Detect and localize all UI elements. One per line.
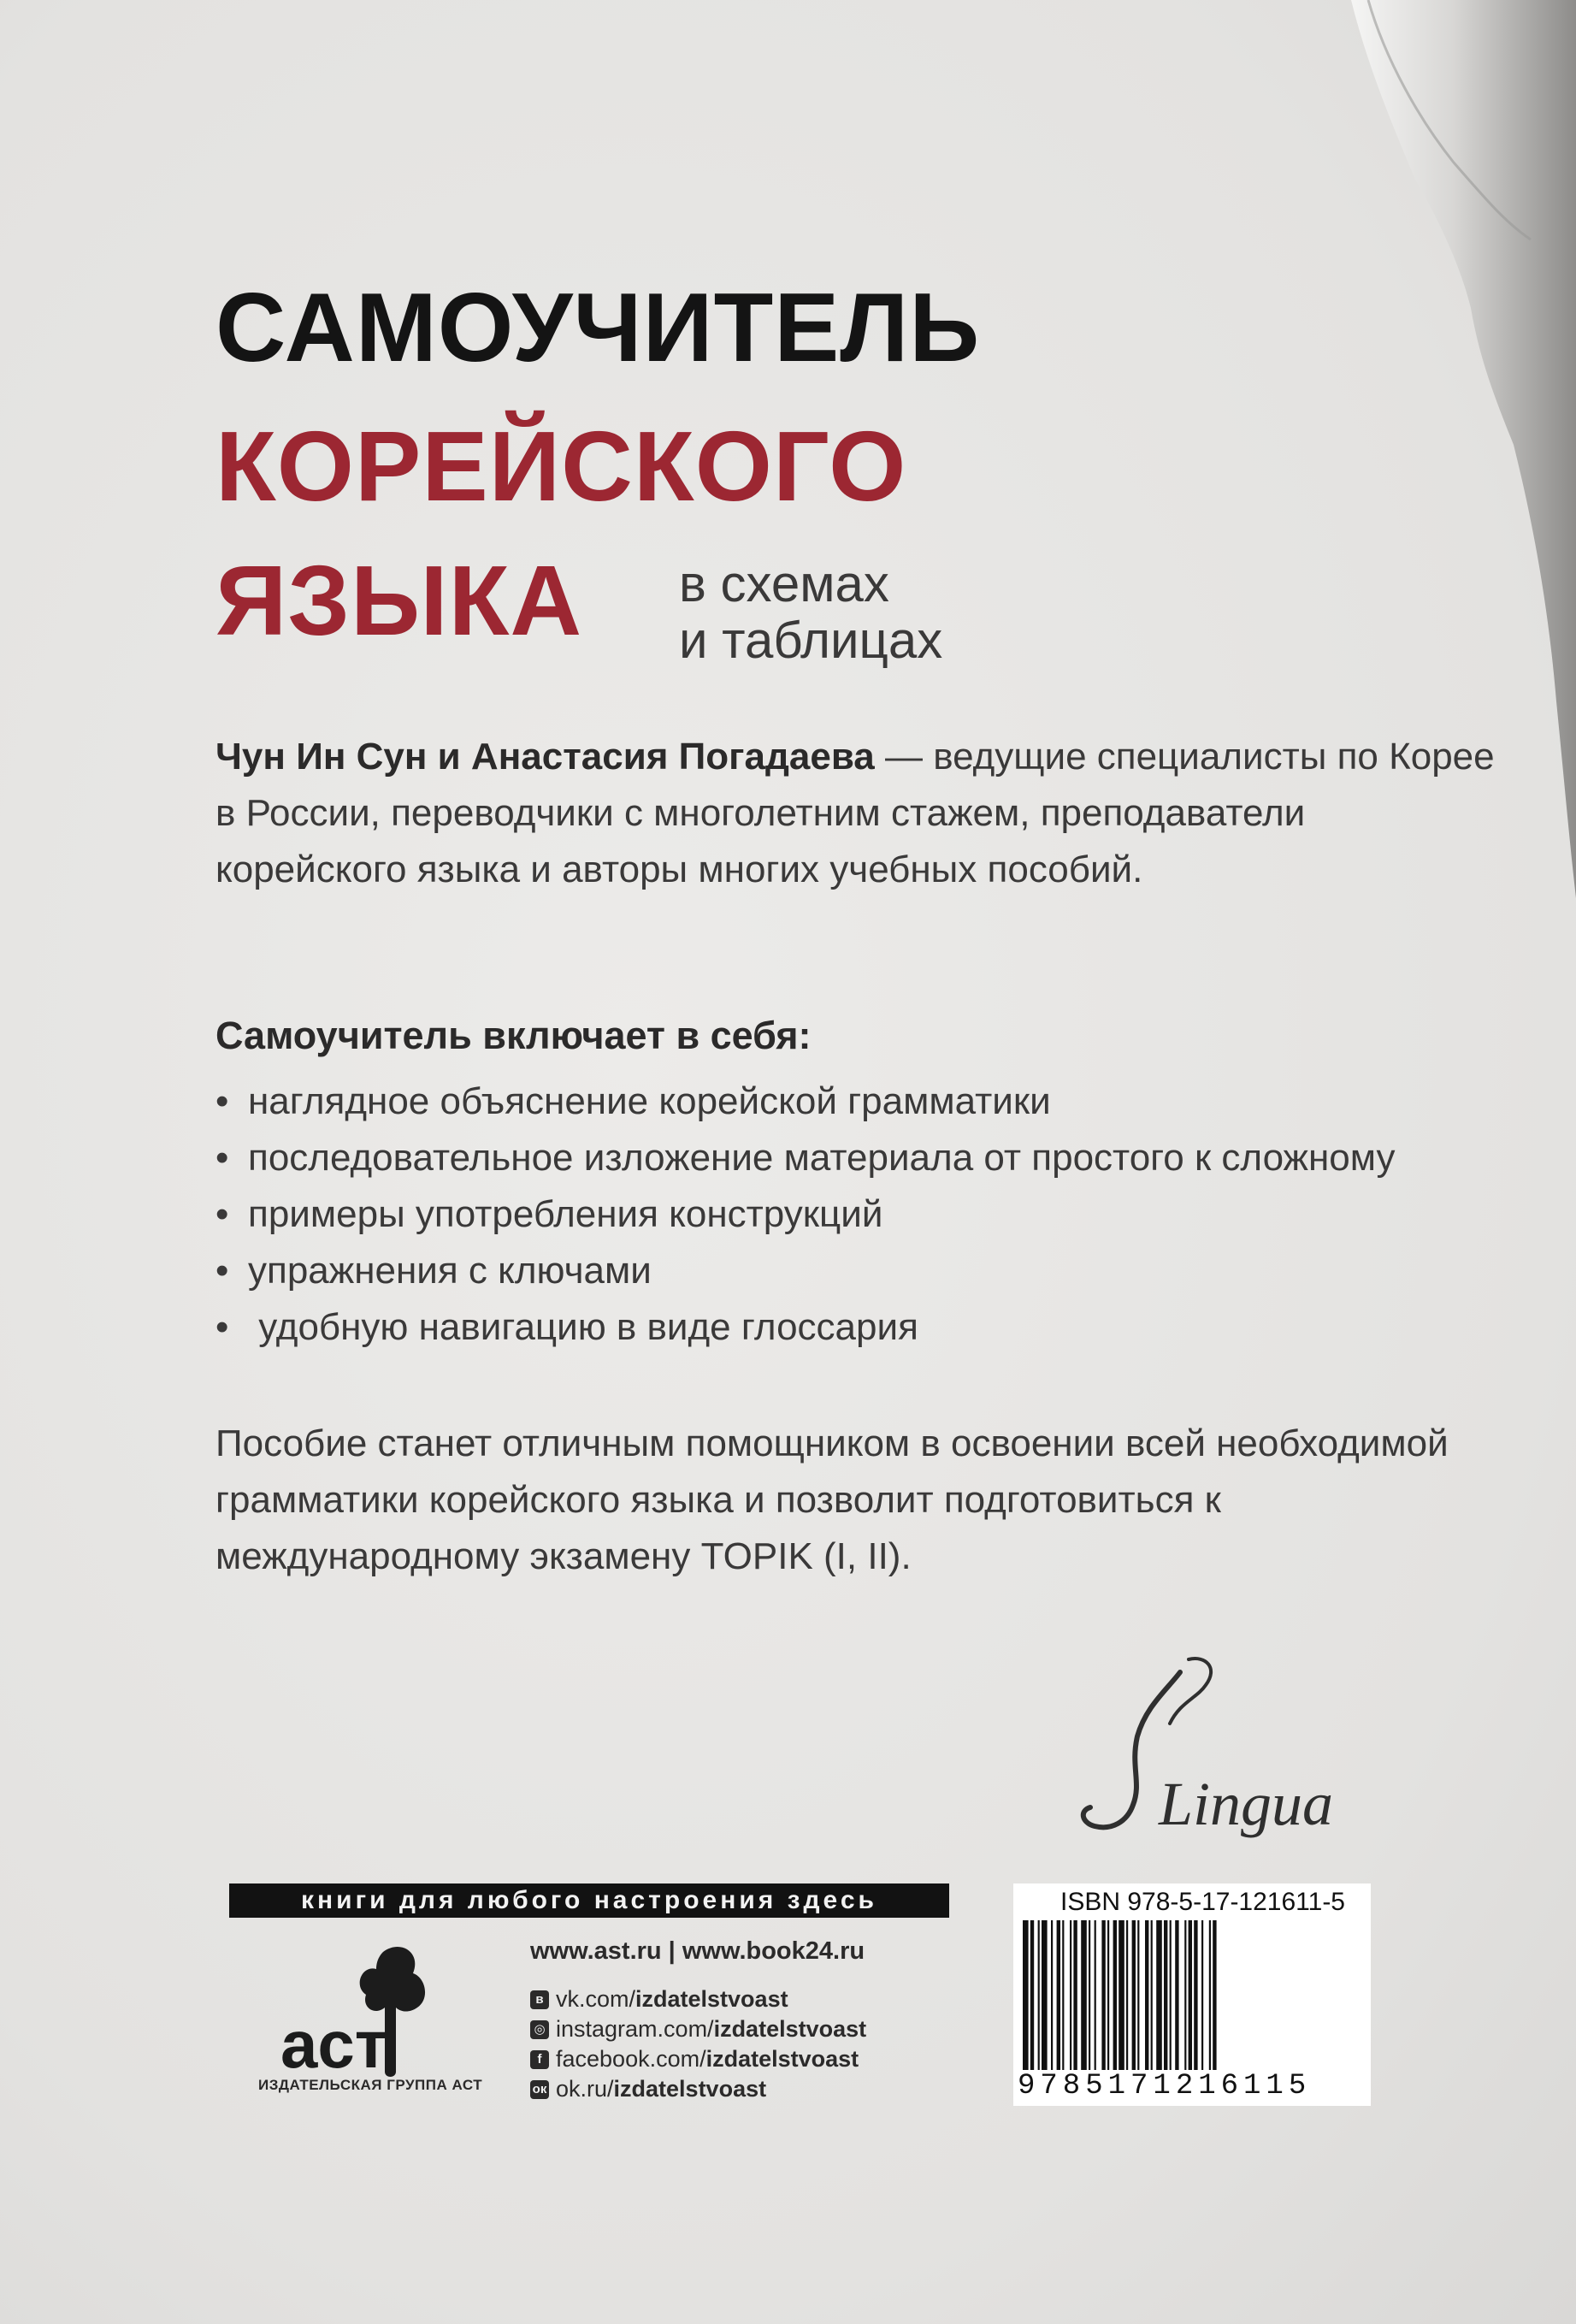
includes-heading: Самоучитель включает в себя:	[215, 1014, 812, 1057]
barcode-bar	[1062, 1920, 1064, 2070]
barcode-bar	[1073, 1920, 1077, 2070]
social-handle: izdatelstvoast	[613, 2076, 767, 2102]
ok-icon: ок	[530, 2080, 549, 2099]
list-item	[215, 1186, 1396, 1243]
barcode-bar	[1151, 1920, 1153, 2070]
subtitle-line-2: и таблицах	[679, 612, 943, 669]
barcode-bar	[1070, 1920, 1071, 2070]
list-item-text: удобную навигацию в виде глоссария	[248, 1306, 918, 1348]
list-item	[215, 1073, 1396, 1130]
bullet-icon: •	[215, 1193, 229, 1235]
publisher-websites[interactable]: www.ast.ru | www.book24.ru	[530, 1937, 865, 1965]
barcode-bar	[1184, 1920, 1186, 2070]
author-names: Чун Ин Сун и Анастасия Погадаева	[215, 736, 875, 778]
barcode-bar	[1089, 1920, 1090, 2070]
social-link-ok[interactable]	[530, 2074, 866, 2104]
social-prefix: instagram.com/	[556, 2016, 714, 2042]
barcode-bar	[1119, 1920, 1124, 2070]
social-link-facebook[interactable]	[530, 2044, 866, 2074]
barcode-bar	[1164, 1920, 1167, 2070]
barcode-bar	[1042, 1920, 1048, 2070]
barcode-bar	[1057, 1920, 1060, 2070]
includes-list	[215, 1073, 1396, 1356]
barcode-bar	[1194, 1920, 1197, 2070]
list-item-text: наглядное объяснение корейской грамматики	[248, 1080, 1051, 1122]
barcode-bar	[1030, 1920, 1034, 2070]
title-line-1: САМОУЧИТЕЛЬ	[215, 274, 981, 382]
bullet-icon: •	[215, 1306, 229, 1348]
barcode-bar	[1156, 1920, 1162, 2070]
bullet-icon: •	[215, 1137, 229, 1179]
title-line-2: КОРЕЙСКОГО	[215, 411, 907, 522]
social-handle: izdatelstvoast	[635, 1986, 788, 2012]
barcode-bar	[1137, 1920, 1139, 2070]
facebook-icon: f	[530, 2050, 549, 2069]
subtitle-line-1: в схемах	[679, 555, 889, 612]
barcode-bar	[1051, 1920, 1053, 2070]
barcode-bar	[1126, 1920, 1128, 2070]
social-prefix: ok.ru/	[556, 2076, 614, 2102]
barcode-number: 9785171216115	[1018, 2070, 1312, 2102]
barcode-bar	[1113, 1920, 1117, 2070]
list-item-text: примеры употребления конструкций	[248, 1193, 883, 1235]
barcode-bar	[1145, 1920, 1148, 2070]
publisher-caption: ИЗДАТЕЛЬСКАЯ ГРУППА АСТ	[258, 2077, 483, 2093]
barcode-bar	[1107, 1920, 1109, 2070]
barcode-bar	[1081, 1920, 1087, 2070]
list-item	[215, 1243, 1396, 1299]
barcode-bar	[1038, 1920, 1040, 2070]
list-item-text: последовательное изложение материала от простого к сложному	[248, 1137, 1396, 1179]
author-description: — ведущие специалисты по Корее в России, переводчики с многолетним стажем, преподаватели корейского языка и авторы многих учебных пособий.	[215, 736, 1495, 890]
barcode-bar	[1170, 1920, 1172, 2070]
barcode-bar	[1201, 1920, 1203, 2070]
list-item	[215, 1130, 1396, 1186]
bullet-icon: •	[215, 1250, 229, 1292]
vk-icon: в	[530, 1990, 549, 2009]
lingua-logo	[1060, 1655, 1368, 1852]
barcode-bar	[1101, 1920, 1105, 2070]
social-handle: izdatelstvoast	[713, 2016, 867, 2042]
social-links	[530, 1984, 866, 2104]
author-paragraph	[215, 729, 1498, 898]
barcode-bars	[1018, 1920, 1366, 2070]
social-link-vk[interactable]	[530, 1984, 866, 2014]
isbn-label: ISBN 978-5-17-121611-5	[1060, 1888, 1345, 1916]
barcode-bar	[1209, 1920, 1211, 2070]
bullet-icon: •	[215, 1080, 229, 1122]
social-prefix: facebook.com/	[556, 2046, 706, 2072]
publisher-slogan: книги для любого настроения здесь	[229, 1883, 949, 1918]
barcode-bar	[1175, 1920, 1178, 2070]
title-line-3: ЯЗЫКА	[215, 545, 583, 656]
lingua-wordmark: Lingua	[1159, 1770, 1334, 1838]
social-handle: izdatelstvoast	[705, 2046, 859, 2072]
ast-logo-text: аст	[280, 2007, 387, 2082]
subtitle	[679, 556, 942, 669]
instagram-icon: ◎	[530, 2020, 549, 2039]
closing-paragraph: Пособие станет отличным помощником в освоении всей необходимой грамматики корейского языка и позволит подготовиться к международному экзамену TOPIK (I, II).	[215, 1422, 1449, 1577]
barcode-bar	[1213, 1920, 1216, 2070]
barcode-bar	[1189, 1920, 1192, 2070]
social-prefix: vk.com/	[556, 1986, 636, 2012]
list-item	[215, 1299, 1396, 1356]
list-item-text: упражнения с ключами	[248, 1250, 652, 1292]
barcode-bar	[1023, 1920, 1029, 2070]
barcode-bar	[1095, 1920, 1096, 2070]
social-link-instagram[interactable]	[530, 2014, 866, 2044]
barcode-bar	[1132, 1920, 1136, 2070]
